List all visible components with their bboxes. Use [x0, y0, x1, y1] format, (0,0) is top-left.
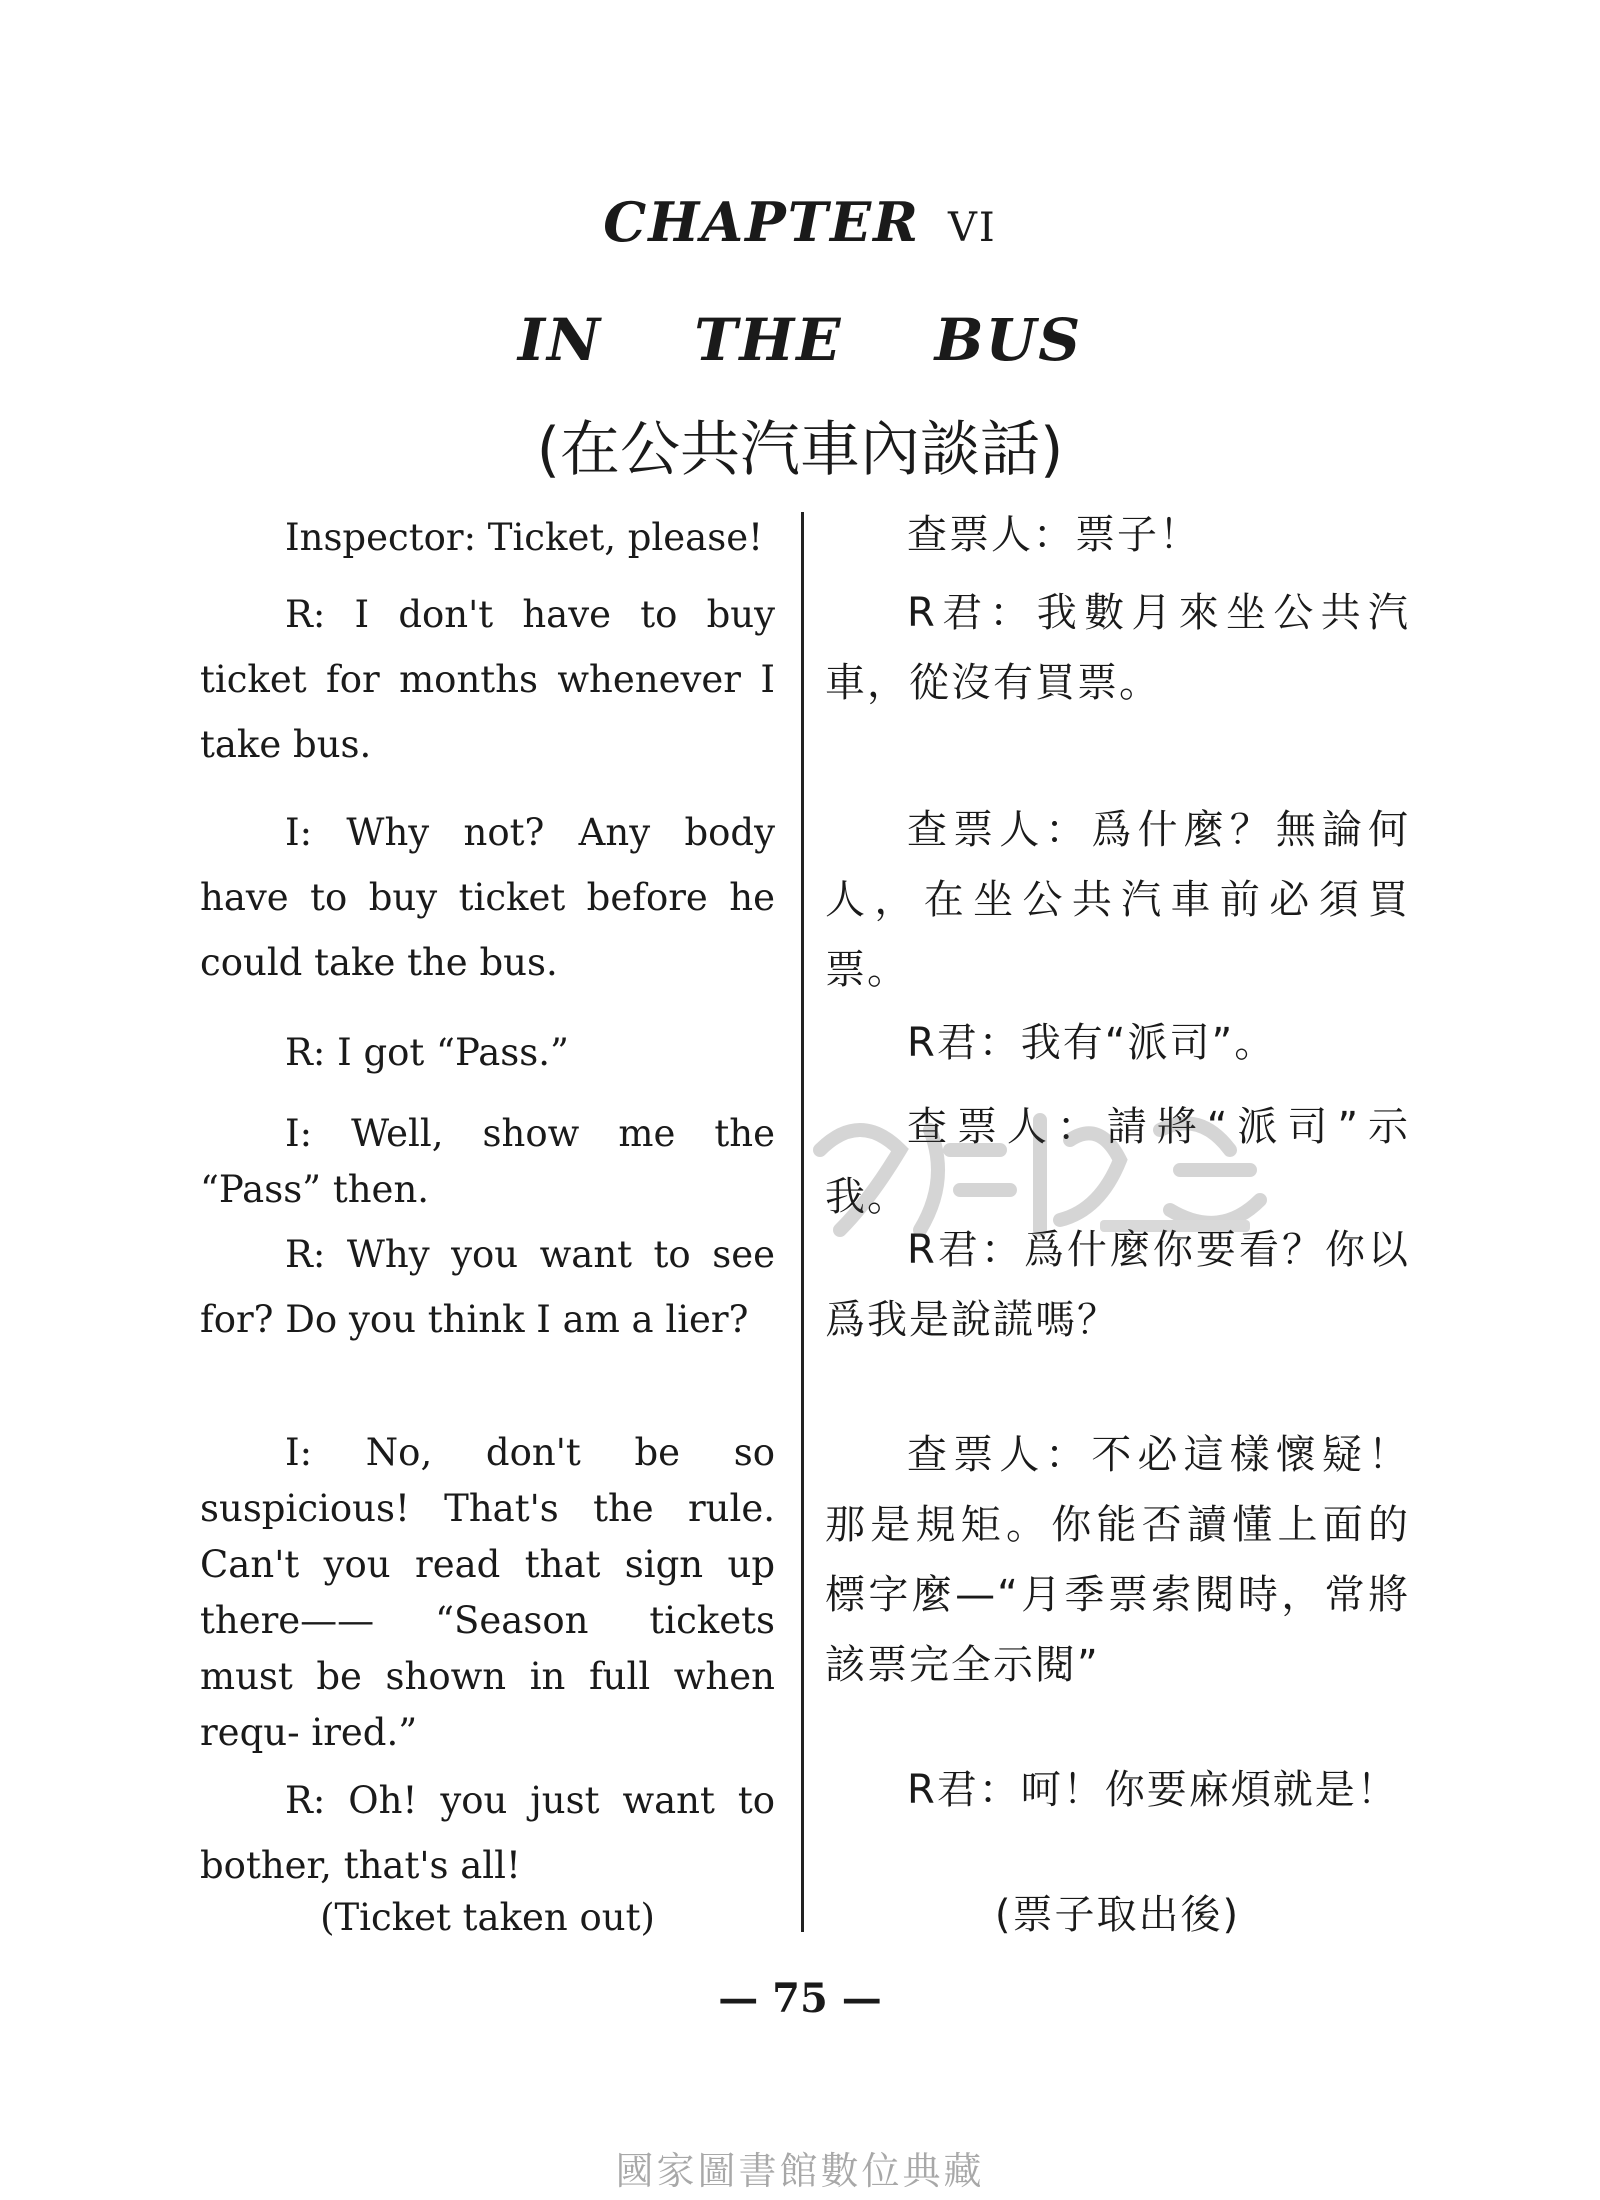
chinese-line-inspector: 查票人：票子！ — [907, 512, 1201, 558]
chinese-line-r-pass: R君：我有“派司”。 — [907, 1020, 1277, 1066]
english-line-inspector: Inspector: Ticket, please! — [285, 516, 763, 559]
page-number: — 75 — — [718, 1975, 882, 2022]
chinese-line-i-rule: 查票人：不必這樣懷疑！那是規矩。你能否讀懂上面的標字麼—“月季票索閱時，常將該票完全示閱” — [825, 1432, 1410, 1688]
chinese-line-r-no-ticket: R君：我數月來坐公共汽車，從沒有買票。 — [825, 590, 1410, 706]
chapter-heading — [0, 190, 1600, 254]
english-line-i-rule: I: No, don't be so suspicious! That's the rule. Can't you read that sign up there—— “Season tickets must be shown in full when requ- ired.” — [200, 1431, 775, 1754]
chinese-line-r-bother: R君：呵！你要麻煩就是！ — [907, 1767, 1399, 1813]
chinese-line-ticket-out: (票子取出後) — [994, 1892, 1241, 1938]
english-line-i-show-pass: I: Well, show me the “Pass” then. — [200, 1112, 775, 1211]
column-divider — [801, 512, 804, 1932]
chinese-line-i-why-not: 查票人：爲什麼？無論何人，在坐公共汽車前必須買票。 — [825, 807, 1410, 993]
english-line-r-pass: R: I got “Pass.” — [285, 1031, 569, 1074]
english-line-i-why-not: I: Why not? Any body have to buy ticket before he could take the bus. — [200, 811, 775, 984]
english-line-r-no-ticket: R: I don't have to buy ticket for months whenever I take bus. — [200, 593, 775, 766]
chinese-line-r-liar: R君：爲什麼你要看？你以爲我是說謊嗎？ — [825, 1227, 1410, 1343]
english-line-ticket-out: (Ticket taken out) — [320, 1896, 655, 1939]
chapter-number: VI — [948, 205, 997, 251]
section-title: IN THE BUS — [517, 306, 1083, 374]
chinese-line-i-show-pass: 查票人：請將“派司”示我。 — [825, 1104, 1410, 1220]
chapter-word: CHAPTER — [603, 190, 921, 254]
footer-credit: 國家圖書館數位典藏 — [615, 2149, 985, 2193]
section-subtitle-chinese: (在公共汽車內談話) — [536, 415, 1064, 485]
english-line-r-liar: R: Why you want to see for? Do you think I am a lier? — [200, 1233, 775, 1341]
english-line-r-bother: R: Oh! you just want to bother, that's all! — [200, 1779, 775, 1887]
